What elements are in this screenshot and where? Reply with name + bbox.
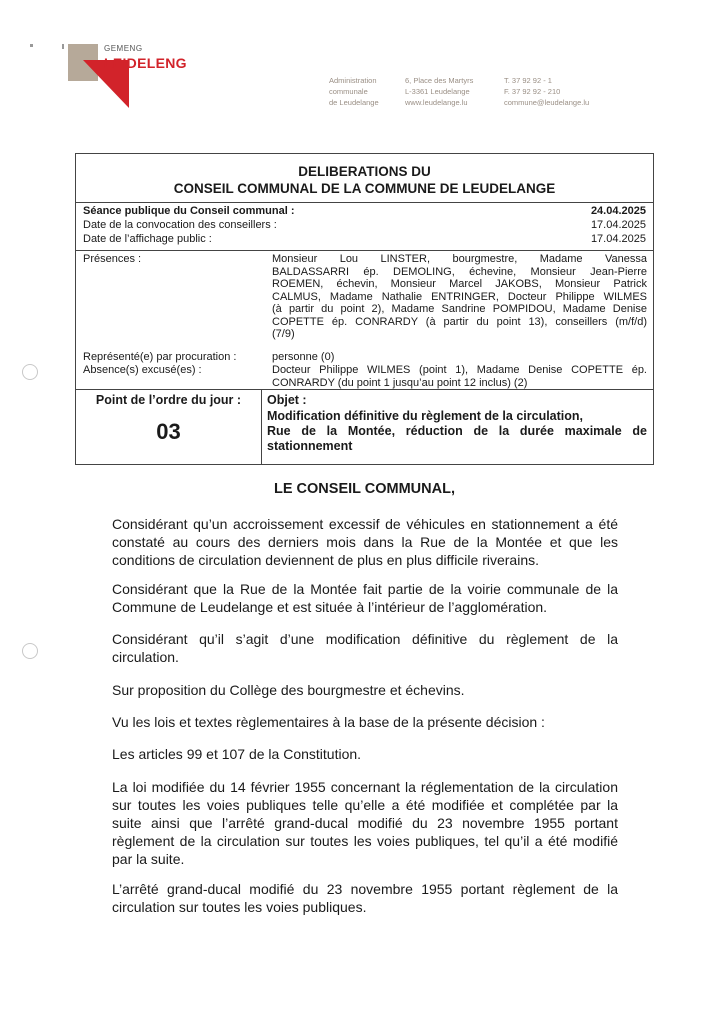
absence-label: Absence(s) excusé(es) : [83,364,202,376]
affichage-date: 17.04.2025 [590,233,646,245]
table-divider [261,389,262,464]
scan-dot [30,44,33,47]
table-divider [76,250,653,251]
paragraph: Sur proposition du Collège des bourgmestre et échevins. [112,682,465,698]
scan-dot [62,44,64,49]
paragraph: La loi modifiée du 14 février 1955 concernant la réglementation de la circulation sur toutes les voies publiques telle qu’elle a été modifiée et complétée par la suite ainsi que l’arrêté grand-ducal modifié du 23 novembre 1955 portant règlement de la circulation sur toutes les voies publiques, tel qu’il a été modifié par la suite. [112,779,618,867]
paragraph: Considérant qu’il s’agit d’une modification définitive du règlement de la circulation. [112,631,618,665]
punch-hole [22,364,38,380]
table-divider [76,202,653,203]
table-divider [76,389,653,390]
logo-big-text: LEIDELENG [104,55,187,71]
objet-label: Objet : [267,393,307,407]
council-heading: LE CONSEIL COMMUNAL, [274,481,455,497]
paragraph: Les articles 99 et 107 de la Constitution. [112,746,362,762]
letterhead-admin: Administration communale de Leudelange [329,76,379,107]
affichage-label: Date de l’affichage public : [83,233,212,245]
procuration-value: personne (0) [272,351,335,363]
agenda-point-number: 03 [156,419,181,444]
absence-list: Docteur Philippe WILMES (point 1), Madame Denise COPETTE ép. CONRARDY (du point 1 jusqu’au point 12 inclus) (2) [272,364,647,389]
presences-label: Présences : [83,253,142,265]
punch-hole [22,643,38,659]
session-public-label: Séance publique du Conseil communal : [83,205,295,217]
procuration-label: Représenté(e) par procuration : [83,351,237,363]
logo-small-text: GEMENG [104,44,143,53]
agenda-point-label: Point de l’ordre du jour : [95,393,242,407]
presences-list: Monsieur Lou LINSTER, bourgmestre, Madame Vanessa BALDASSARRI ép. DEMOLING, échevine, Monsieur Jean-Pierre ROEMEN, échevin, Monsieur Marcel JAKOBS, Monsieur Patrick CALMUS, Madame Nathalie ENTRINGER, Docteur Philippe WILMES (à partir du point 2), Madame Sandrine POMPIDOU, Madame Denise COPETTE ép. CONRARDY (à partir du point 13), conseillers (m/f/d) (7/9) [272,253,647,340]
page-title: DELIBERATIONS DU CONSEIL COMMUNAL DE LA COMMUNE DE LEUDELANGE [173,164,556,196]
letterhead-address: 6, Place des Martyrs L-3361 Leudelange www.leudelange.lu [405,76,474,107]
paragraph: Considérant qu’un accroissement excessif de véhicules en stationnement a été constaté au cours des derniers mois dans la Rue de la Montée et que les conditions de circulation deviennent de plus en plus difficile riverains. [112,516,618,568]
paragraph: L’arrêté grand-ducal modifié du 23 novembre 1955 portant règlement de la circulation sur toutes les voies publiques. [112,881,618,915]
convocation-label: Date de la convocation des conseillers : [83,219,277,231]
paragraph: Vu les lois et textes règlementaires à la base de la présente décision : [112,714,545,730]
letterhead-contact: T. 37 92 92 - 1 F. 37 92 92 - 210 commune@leudelange.lu [504,76,590,107]
session-public-date: 24.04.2025 [590,205,646,217]
paragraph: Considérant que la Rue de la Montée fait partie de la voirie communale de la Commune de Leudelange et est située à l’intérieur de l’agglomération. [112,581,618,615]
convocation-date: 17.04.2025 [590,219,646,231]
objet-text: Modification définitive du règlement de la circulation, Rue de la Montée, réduction de la durée maximale de stationnement [267,409,647,453]
